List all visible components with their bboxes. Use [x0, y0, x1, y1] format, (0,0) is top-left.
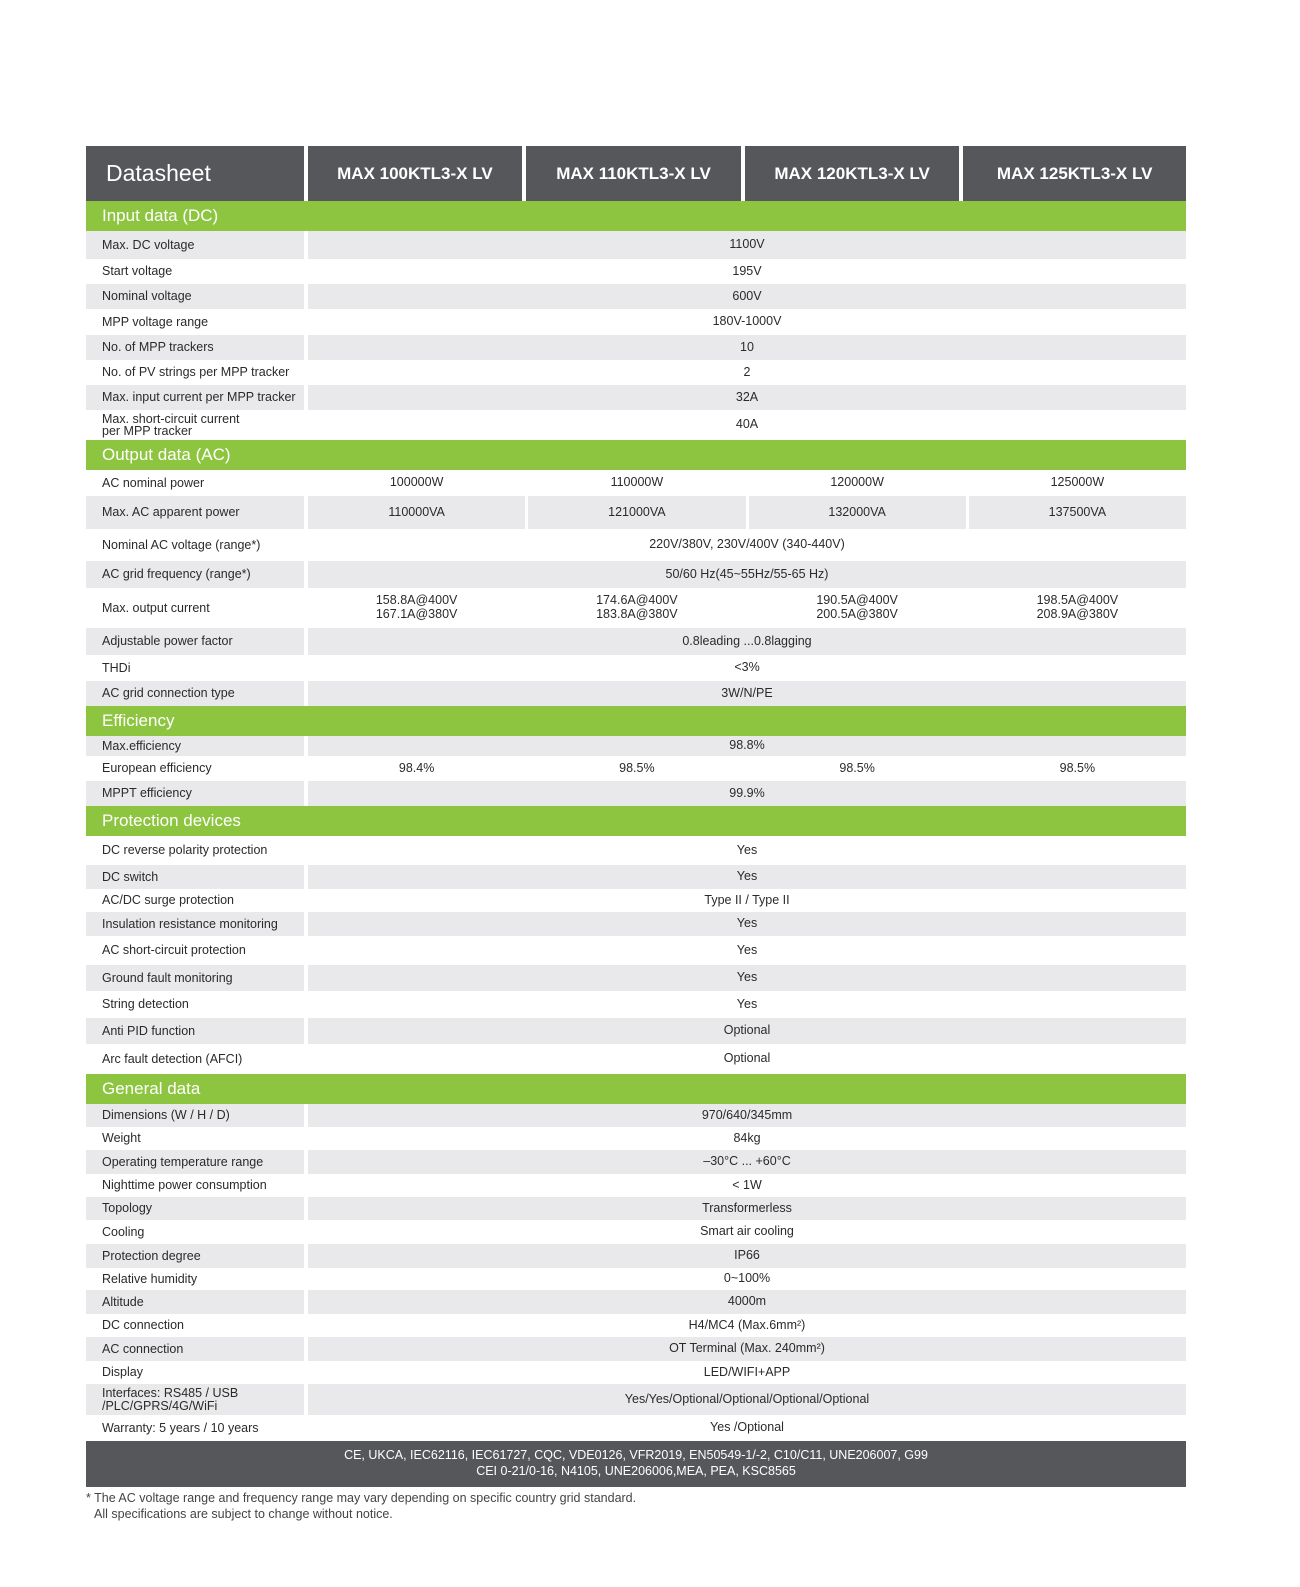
- row-label-line: MPPT efficiency: [102, 786, 192, 801]
- row-label: [86, 360, 304, 385]
- row-label: [86, 865, 304, 889]
- row-value-line: 183.8A@380V: [596, 607, 678, 621]
- row-label: [86, 231, 304, 259]
- row-label-line: DC switch: [102, 869, 159, 884]
- row-label-line: AC nominal power: [102, 475, 205, 490]
- certifications-line-2: CEI 0-21/0-16, N4105, UNE206006,MEA, PEA, KSC8565: [476, 1464, 796, 1478]
- row-value: [308, 991, 1186, 1018]
- row-value: [528, 470, 745, 496]
- row-label: [86, 588, 304, 628]
- row-value-line: Yes: [736, 916, 758, 931]
- table-row: [86, 756, 1186, 781]
- row-value-line: 1100V: [729, 237, 765, 252]
- row-value-line: Type II / Type II: [704, 892, 790, 907]
- row-label-line: String detection: [102, 997, 189, 1012]
- row-value: [308, 1127, 1186, 1150]
- row-label: [86, 1415, 304, 1441]
- row-value: [749, 470, 966, 496]
- row-value: [308, 1104, 1186, 1127]
- row-label: [86, 1018, 304, 1044]
- table-row: [86, 1150, 1186, 1174]
- section-title: Input data (DC): [86, 201, 1186, 231]
- row-label-line: /PLC/GPRS/4G/WiFi: [102, 1398, 218, 1413]
- row-label-line: Arc fault detection (AFCI): [102, 1051, 243, 1066]
- row-value: [308, 736, 1186, 756]
- row-value: [308, 259, 1186, 284]
- row-label-line: Start voltage: [102, 264, 173, 279]
- row-label: [86, 561, 304, 588]
- row-value-line: 970/640/345mm: [701, 1107, 793, 1122]
- table-row: [86, 1127, 1186, 1150]
- table-row: [86, 912, 1186, 936]
- row-label: [86, 1290, 304, 1314]
- table-row: [86, 889, 1186, 912]
- row-value: [308, 1244, 1186, 1268]
- row-value: [528, 588, 745, 628]
- row-label-line: Relative humidity: [102, 1271, 198, 1286]
- row-label-line: Max.efficiency: [102, 738, 181, 753]
- row-label-line: AC/DC surge protection: [102, 893, 235, 908]
- row-value-line: 110000VA: [388, 504, 445, 519]
- row-label: [86, 681, 304, 706]
- table-row: [86, 561, 1186, 588]
- row-value-line: 190.5A@400V: [816, 593, 898, 608]
- row-label: [86, 1044, 304, 1074]
- table-row: [86, 781, 1186, 806]
- row-value-line: 98.5%: [619, 760, 655, 775]
- row-value-line: 0.8leading ...0.8lagging: [682, 633, 812, 648]
- table-row: [86, 1337, 1186, 1361]
- row-label: [86, 1104, 304, 1127]
- row-value-line: 167.1A@380V: [375, 607, 458, 621]
- certifications-line-1: CE, UKCA, IEC62116, IEC61727, CQC, VDE0126, VFR2019, EN50549-1/-2, C10/C11, UNE206007, G99: [344, 1448, 928, 1463]
- row-label: [86, 991, 304, 1018]
- row-label: [86, 259, 304, 284]
- row-label: [86, 889, 304, 912]
- row-value-line: Transformerless: [702, 1200, 792, 1215]
- row-label: [86, 1314, 304, 1337]
- row-value: [308, 529, 1186, 561]
- row-value: [308, 410, 1186, 440]
- row-label-line: Dimensions (W / H / D): [102, 1108, 230, 1123]
- row-label-line: AC connection: [102, 1341, 184, 1356]
- row-value: [308, 889, 1186, 912]
- row-label-line: No. of MPP trackers: [102, 340, 214, 355]
- row-value: [308, 756, 525, 781]
- table-row: [86, 1244, 1186, 1268]
- table-row: [86, 309, 1186, 335]
- row-value-line: Yes: [736, 842, 758, 857]
- row-label: [86, 736, 304, 756]
- row-value-line: H4/MC4 (Max.6mm²): [688, 1317, 806, 1332]
- row-value-line: 208.9A@380V: [1036, 607, 1119, 621]
- row-label-line: DC reverse polarity protection: [102, 843, 268, 858]
- row-value: [308, 865, 1186, 889]
- row-value-line: Yes: [736, 996, 758, 1011]
- row-value: [308, 360, 1186, 385]
- section-title: Output data (AC): [86, 440, 1186, 470]
- row-label: [86, 781, 304, 806]
- row-value-line: 10: [740, 339, 754, 354]
- row-value-line: 98.4%: [398, 760, 435, 775]
- row-value: [308, 561, 1186, 588]
- row-label: [86, 756, 304, 781]
- row-label: [86, 309, 304, 335]
- row-value: [308, 1415, 1186, 1441]
- table-row: [86, 991, 1186, 1018]
- datasheet-table: [86, 146, 1186, 1487]
- row-label: [86, 965, 304, 991]
- table-row: [86, 1018, 1186, 1044]
- row-value: [308, 965, 1186, 991]
- row-label-line: Max. output current: [102, 600, 210, 615]
- row-value-line: Optional: [723, 1023, 771, 1038]
- datasheet-title: Datasheet: [86, 146, 304, 201]
- table-row: [86, 496, 1186, 529]
- row-value: [308, 385, 1186, 410]
- footnote: [86, 1490, 636, 1523]
- row-value-line: 137500VA: [1048, 504, 1107, 519]
- row-value-line: 98.8%: [729, 738, 765, 753]
- row-value-line: 121000VA: [608, 504, 666, 519]
- row-label-line: Topology: [102, 1201, 153, 1216]
- footnote-line-1: * The AC voltage range and frequency range may vary depending on specific country grid standard.: [86, 1491, 637, 1505]
- row-value-line: 198.5A@400V: [1036, 593, 1119, 608]
- table-row: [86, 1384, 1186, 1415]
- table-row: [86, 965, 1186, 991]
- row-label-line: Max. short-circuit current: [102, 411, 240, 426]
- table-row: [86, 936, 1186, 965]
- row-label-line: Nominal AC voltage (range*): [102, 537, 261, 552]
- row-value-line: 180V-1000V: [712, 314, 782, 329]
- table-row: [86, 529, 1186, 561]
- row-label: [86, 1337, 304, 1361]
- table-row: [86, 1220, 1186, 1244]
- row-label-line: Insulation resistance monitoring: [102, 916, 278, 931]
- row-value: [969, 588, 1186, 628]
- row-value-line: 110000W: [610, 475, 664, 490]
- model-header-3: MAX 120KTL3-X LV: [745, 146, 960, 201]
- section-title: General data: [86, 1074, 1186, 1104]
- row-label: [86, 1268, 304, 1290]
- row-label: [86, 1150, 304, 1174]
- table-row: [86, 588, 1186, 628]
- row-value-line: 98.5%: [1059, 760, 1096, 775]
- row-label: [86, 1174, 304, 1197]
- row-value-line: Yes /Optional: [710, 1420, 784, 1435]
- row-value-line: < 1W: [732, 1177, 762, 1192]
- row-value-line: 220V/380V, 230V/400V (340-440V): [649, 537, 845, 552]
- row-value-line: 120000W: [830, 475, 884, 490]
- row-value: [308, 1150, 1186, 1174]
- row-value-line: 3W/N/PE: [721, 685, 773, 700]
- row-label: [86, 1384, 304, 1415]
- row-value: [969, 496, 1186, 529]
- table-row: [86, 1415, 1186, 1441]
- table-body: [86, 201, 1186, 1441]
- row-value-line: 2: [743, 364, 751, 379]
- row-value: [308, 1337, 1186, 1361]
- row-value-line: 600V: [732, 288, 762, 303]
- row-value: [308, 309, 1186, 335]
- row-value-line: Smart air cooling: [700, 1224, 794, 1239]
- row-value: [308, 1018, 1186, 1044]
- table-row: [86, 1314, 1186, 1337]
- row-value-line: –30°C ... +60°C: [703, 1154, 791, 1169]
- row-label-line: Weight: [102, 1131, 141, 1146]
- row-value-line: Yes: [736, 942, 758, 957]
- row-value: [749, 588, 966, 628]
- row-label: [86, 470, 304, 496]
- row-value: [308, 936, 1186, 965]
- row-value-line: Optional: [723, 1051, 771, 1066]
- row-value-line: 158.8A@400V: [375, 593, 458, 608]
- row-value: [308, 335, 1186, 360]
- table-row: [86, 1268, 1186, 1290]
- row-label-line: DC connection: [102, 1318, 184, 1333]
- table-row: [86, 836, 1186, 865]
- row-label: [86, 335, 304, 360]
- row-label-line: No. of PV strings per MPP tracker: [102, 365, 290, 380]
- table-row: [86, 1361, 1186, 1384]
- row-value: [528, 496, 745, 529]
- footnote-line-2: All specifications are subject to change without notice.: [94, 1507, 393, 1522]
- row-value: [749, 496, 966, 529]
- certifications-bar: [86, 1441, 1186, 1487]
- row-value-line: 99.9%: [729, 785, 765, 800]
- row-value-line: 98.5%: [839, 760, 875, 775]
- row-value: [308, 1361, 1186, 1384]
- row-label-line: Adjustable power factor: [102, 634, 233, 649]
- model-header-1: MAX 100KTL3-X LV: [308, 146, 523, 201]
- row-label-line: Operating temperature range: [102, 1154, 264, 1169]
- row-label: [86, 936, 304, 965]
- table-row: [86, 1290, 1186, 1314]
- row-label: [86, 410, 304, 440]
- row-label: [86, 529, 304, 561]
- row-label-line: European efficiency: [102, 761, 212, 776]
- row-value-line: 32A: [735, 389, 759, 404]
- row-value: [308, 496, 525, 529]
- row-value: [308, 1174, 1186, 1197]
- table-row: [86, 681, 1186, 706]
- row-value-line: 50/60 Hz(45~55Hz/55-65 Hz): [665, 566, 829, 581]
- row-label-line: AC grid frequency (range*): [102, 567, 251, 582]
- section-title: Efficiency: [86, 706, 1186, 736]
- table-row: [86, 1197, 1186, 1220]
- row-value: [308, 588, 525, 628]
- table-row: [86, 231, 1186, 259]
- table-row: [86, 360, 1186, 385]
- row-value: [528, 756, 745, 781]
- row-label-line: MPP voltage range: [102, 314, 209, 329]
- row-value-line: LED/WIFI+APP: [703, 1364, 791, 1379]
- row-value: [308, 836, 1186, 865]
- row-label: [86, 1127, 304, 1150]
- row-value: [308, 1384, 1186, 1415]
- row-label-line: Nighttime power consumption: [102, 1178, 267, 1193]
- model-header-2: MAX 110KTL3-X LV: [526, 146, 741, 201]
- row-label-line: Protection degree: [102, 1248, 201, 1263]
- row-value: [308, 628, 1186, 655]
- row-label-line: AC grid connection type: [102, 686, 235, 701]
- row-label-line: Nominal voltage: [102, 289, 192, 304]
- row-label-line: Altitude: [102, 1294, 144, 1309]
- row-label: [86, 284, 304, 309]
- row-label: [86, 1197, 304, 1220]
- row-value-line: IP66: [734, 1248, 760, 1263]
- model-header-4: MAX 125KTL3-X LV: [963, 146, 1186, 201]
- row-value: [308, 1197, 1186, 1220]
- row-label: [86, 655, 304, 681]
- row-value-line: <3%: [734, 660, 760, 675]
- row-label-line: Interfaces: RS485 / USB: [102, 1386, 239, 1400]
- row-value-line: Yes: [736, 970, 758, 985]
- table-row: [86, 865, 1186, 889]
- row-value-line: 200.5A@380V: [816, 607, 898, 621]
- row-value: [969, 470, 1186, 496]
- row-value: [308, 655, 1186, 681]
- row-label: [86, 628, 304, 655]
- row-value: [749, 756, 966, 781]
- row-label-line: Max. input current per MPP tracker: [102, 390, 296, 405]
- row-label: [86, 912, 304, 936]
- row-value-line: 0~100%: [723, 1271, 771, 1286]
- row-label-line: Warranty: 5 years / 10 years: [102, 1420, 259, 1435]
- row-label-line: Max. AC apparent power: [102, 505, 240, 520]
- row-value: [308, 1044, 1186, 1074]
- row-value-line: Yes: [736, 869, 758, 884]
- table-row: [86, 284, 1186, 309]
- row-value-line: OT Terminal (Max. 240mm²): [669, 1341, 825, 1356]
- row-label: [86, 1361, 304, 1384]
- table-row: [86, 1044, 1186, 1074]
- table-row: [86, 385, 1186, 410]
- row-value-line: 132000VA: [828, 504, 886, 519]
- row-label-line: Max. DC voltage: [102, 237, 195, 252]
- row-label: [86, 836, 304, 865]
- row-label-line: Cooling: [102, 1224, 145, 1239]
- row-value-line: 174.6A@400V: [596, 593, 678, 608]
- table-row: [86, 1104, 1186, 1127]
- table-row: [86, 470, 1186, 496]
- row-label: [86, 496, 304, 529]
- row-label-line: Anti PID function: [102, 1023, 196, 1038]
- table-header: [86, 146, 1186, 201]
- row-label: [86, 1244, 304, 1268]
- row-value: [308, 284, 1186, 309]
- table-row: [86, 410, 1186, 440]
- row-value-line: 195V: [732, 263, 762, 278]
- row-value: [308, 681, 1186, 706]
- table-row: [86, 1174, 1186, 1197]
- row-value-line: Yes/Yes/Optional/Optional/Optional/Optional: [624, 1391, 870, 1406]
- row-value: [308, 1290, 1186, 1314]
- table-row: [86, 259, 1186, 284]
- table-row: [86, 335, 1186, 360]
- row-label-line: AC short-circuit protection: [102, 943, 246, 958]
- row-value-line: 4000m: [727, 1294, 767, 1309]
- row-value-line: 84kg: [733, 1130, 761, 1145]
- row-value-line: 125000W: [1050, 475, 1105, 490]
- row-label-line: Ground fault monitoring: [102, 970, 233, 985]
- row-value: [308, 781, 1186, 806]
- row-value: [308, 1268, 1186, 1290]
- table-row: [86, 736, 1186, 756]
- row-value: [308, 1220, 1186, 1244]
- row-value: [308, 912, 1186, 936]
- section-title: Protection devices: [86, 806, 1186, 836]
- row-value-line: 100000W: [389, 475, 444, 490]
- row-value: [969, 756, 1186, 781]
- row-value: [308, 231, 1186, 259]
- table-row: [86, 628, 1186, 655]
- row-label-line: per MPP tracker: [102, 424, 193, 438]
- row-label: [86, 385, 304, 410]
- row-value: [308, 1314, 1186, 1337]
- row-label-line: THDi: [102, 660, 131, 675]
- row-label: [86, 1220, 304, 1244]
- table-row: [86, 655, 1186, 681]
- row-label-line: Display: [102, 1365, 143, 1380]
- row-value: [308, 470, 525, 496]
- row-value-line: 40A: [735, 417, 759, 432]
